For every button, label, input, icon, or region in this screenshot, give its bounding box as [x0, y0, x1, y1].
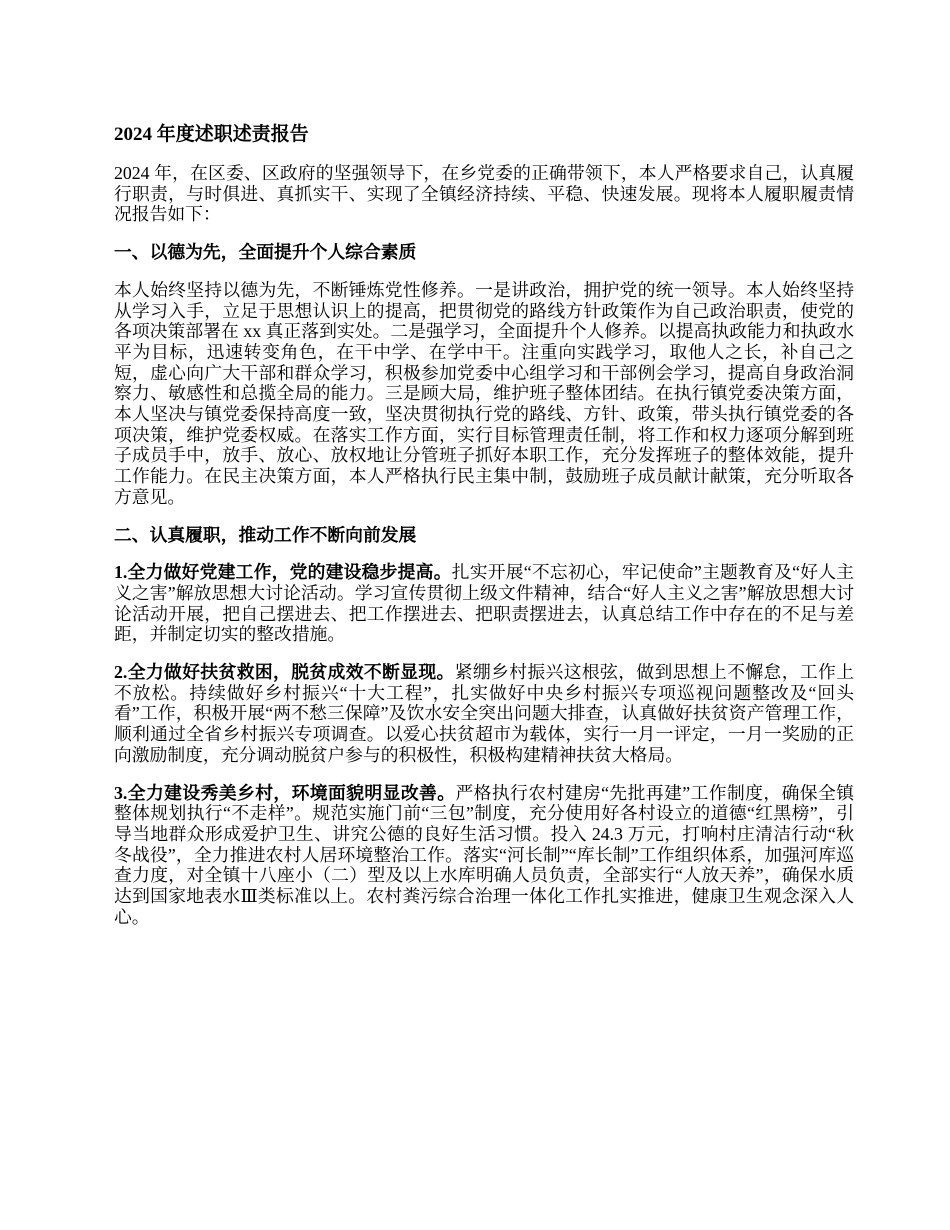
- item-3-paragraph: [114, 783, 854, 928]
- item-1-paragraph-text: 扎实开展“不忘初心，牢记使命”主题教育及“好人主义之害”解放思想大讨论活动。学习宣传贯彻上级文件精神，结合“好人主义之害”解放思想大讨论活动开展，把自己摆进去、把工作摆进去、把职责摆进去，认真总结工作中存在的不足与差距，并制定切实的整改措施。: [114, 562, 854, 645]
- item-2-paragraph: [114, 662, 854, 766]
- document-body: [114, 124, 854, 928]
- section-1-paragraph: 本人始终坚持以德为先，不断锤炼党性修养。一是讲政治，拥护党的统一领导。本人始终坚持从学习入手，立足于思想认识上的提高，把贯彻党的路线方针政策作为自己政治职责，使党的各项决策部署在 xx 真正落到实处。二是强学习，全面提升个人修养。以提高执政能力和执政水平为目标，迅速转变角色，在干中学、在学中干。注重向实践学习，取他人之长，补自己之短，虚心向广大干部和群众学习，积极参加党委中心组学习和干部例会学习，提高自身政治洞察力、敏感性和总揽全局的能力。三是顾大局，维护班子整体团结。在执行镇党委决策方面，本人坚决与镇党委保持高度一致，坚决贯彻执行党的路线、方针、政策，带头执行镇党委的各项决策，维护党委权威。在落实工作方面，实行目标管理责任制，将工作和权力逐项分解到班子成员手中，放手、放心、放权地让分管班子抓好本职工作，充分发挥班子的整体效能，提升工作能力。在民主决策方面，本人严格执行民主集中制，鼓励班子成员献计献策，充分听取各方意见。: [114, 279, 854, 507]
- section-2-heading: 二、认真履职，推动工作不断向前发展: [114, 524, 417, 545]
- item-2-paragraph-lead: 2.全力做好扶贫救困，脱贫成效不断显现。: [114, 662, 455, 683]
- item-2-paragraph-text: 紧绷乡村振兴这根弦，做到思想上不懈怠，工作上不放松。持续做好乡村振兴“十大工程”，扎实做好中央乡村振兴专项巡视问题整改及“回头看”工作，积极开展“两不愁三保障”及饮水安全突出问题大排查，认真做好扶贫资产管理工作，顺利通过全省乡村振兴专项调查。以爱心扶贫超市为载体，实行一月一评定，一月一奖励的正向激励制度，充分调动脱贫户参与的积极性，积极构建精神扶贫大格局。: [114, 662, 854, 765]
- intro-paragraph: 2024 年，在区委、区政府的坚强领导下，在乡党委的正确带领下，本人严格要求自己，认真履行职责，与时俱进、真抓实干、实现了全镇经济持续、平稳、快速发展。现将本人履职履责情况报告如下：: [114, 163, 854, 225]
- section-1-heading: 一、以德为先，全面提升个人综合素质: [114, 242, 417, 263]
- item-3-paragraph-text: 严格执行农村建房“先批再建”工作制度，确保全镇整体规划执行“不走样”。规范实施门前“三包”制度，充分使用好各村设立的道德“红黑榜”，引导当地群众形成爱护卫生、讲究公德的良好生活习惯。投入 24.3 万元，打响村庄清洁行动“秋冬战役”，全力推进农村人居环境整治工作。落实“河长制”“库长制”工作组织体系，加强河库巡查力度，对全镇十八座小（二）型及以上水库明确人员负责，全部实行“人放天养”，确保水质达到国家地表水Ⅲ类标准以上。农村粪污综合治理一体化工作扎实推进，健康卫生观念深入人心。: [114, 782, 854, 927]
- item-3-paragraph-lead: 3.全力建设秀美乡村，环境面貌明显改善。: [114, 782, 456, 803]
- document-title: 2024 年度述职述责报告: [114, 124, 309, 145]
- item-1-paragraph-lead: 1.全力做好党建工作，党的建设稳步提高。: [114, 562, 452, 583]
- item-1-paragraph: [114, 562, 854, 645]
